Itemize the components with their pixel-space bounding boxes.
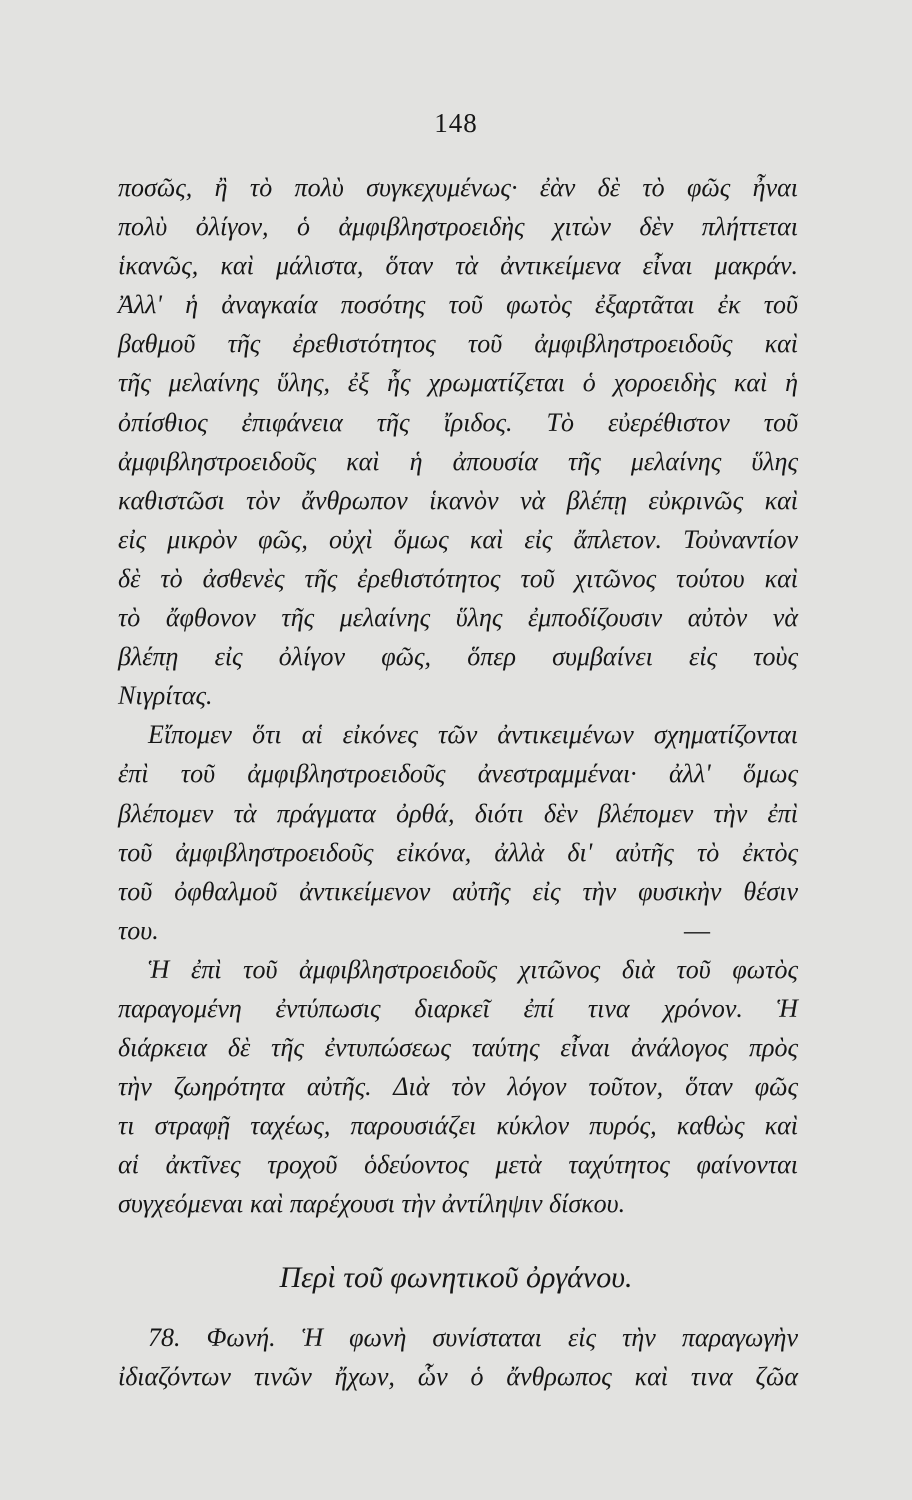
text-line: του. xyxy=(118,915,159,945)
dash-mark: — xyxy=(684,915,710,945)
section-text xyxy=(118,1318,798,1396)
text-line: Ἀλλ' ἡ ἀναγκαία ποσότης τοῦ φωτὸς ἐξαρτᾶται ἐκ τοῦ xyxy=(118,290,798,320)
text-line: διάρκεια δὲ τῆς ἐντυπώσεως ταύτης εἶναι ἀνάλογος πρὸς xyxy=(118,1033,798,1063)
text-line: τοῦ ὀφθαλμοῦ ἀντικείμενον αὐτῆς εἰς τὴν φυσικὴν θέσιν xyxy=(118,876,798,906)
text-line: 78. Φωνή. Ἡ φωνὴ συνίσταται εἰς τὴν παραγωγὴν xyxy=(148,1323,798,1352)
text-line: ἰδιαζόντων τινῶν ἤχων, ὧν ὁ ἄνθρωπος καὶ τινα ζῶα xyxy=(118,1362,798,1392)
text-line: παραγομένη ἐντύπωσις διαρκεῖ ἐπί τινα χρόνον. Ἡ xyxy=(118,993,798,1023)
text-line: τῆς μελαίνης ὕλης, ἐξ ἧς χρωματίζεται ὁ χοροειδὴς καὶ ἡ xyxy=(118,368,798,398)
page-number: 148 xyxy=(434,108,478,138)
text-line: βλέπομεν τὰ πράγματα ὀρθά, διότι δὲν βλέπομεν τὴν ἐπὶ xyxy=(118,798,798,828)
text-line: Ἡ ἐπὶ τοῦ ἀμφιβληστροειδοῦς χιτῶνος διὰ τοῦ φωτὸς xyxy=(148,954,798,984)
text-line: τοῦ ἀμφιβληστροειδοῦς εἰκόνα, ἀλλὰ δι' αὐτῆς τὸ ἐκτὸς xyxy=(118,837,798,867)
text-line: ἐπὶ τοῦ ἀμφιβληστροειδοῦς ἀνεστραμμέναι· ἀλλ' ὅμως xyxy=(118,759,798,789)
main-text xyxy=(118,168,798,1224)
text-line-with-dash xyxy=(118,911,798,950)
text-line: αἱ ἀκτῖνες τροχοῦ ὁδεύοντος μετὰ ταχύτητος φαίνονται xyxy=(118,1150,798,1180)
text-line: ἀμφιβληστροειδοῦς καὶ ἡ ἀπουσία τῆς μελαίνης ὕλης xyxy=(118,446,798,476)
text-line: ὀπίσθιος ἐπιφάνεια τῆς ἴριδος. Τὸ εὐερέθιστον τοῦ xyxy=(118,407,798,437)
text-line: συγχεόμεναι καὶ παρέχουσι τὴν ἀντίληψιν δίσκου. xyxy=(118,1189,626,1219)
section-heading: Περὶ τοῦ φωνητικοῦ ὀργάνου. xyxy=(279,1261,633,1294)
text-line: Νιγρίτας. xyxy=(118,681,213,711)
text-line: πολὺ ὀλίγον, ὁ ἀμφιβληστροειδὴς χιτὼν δὲν πλήττεται xyxy=(118,212,798,242)
text-line: Εἴπομεν ὅτι αἱ εἰκόνες τῶν ἀντικειμένων σχηματίζονται xyxy=(148,720,798,750)
text-line: ἱκανῶς, καὶ μάλιστα, ὅταν τὰ ἀντικείμενα εἶναι μακράν. xyxy=(118,251,798,281)
text-line: βαθμοῦ τῆς ἐρεθιστότητος τοῦ ἀμφιβληστροειδοῦς καὶ xyxy=(118,329,798,359)
text-line: τὴν ζωηρότητα αὐτῆς. Διὰ τὸν λόγον τοῦτον, ὅταν φῶς xyxy=(118,1072,798,1102)
text-line: δὲ τὸ ἀσθενὲς τῆς ἐρεθιστότητος τοῦ χιτῶνος τούτου καὶ xyxy=(118,563,798,593)
text-line: βλέπῃ εἰς ὀλίγον φῶς, ὅπερ συμβαίνει εἰς τοὺς xyxy=(118,642,798,672)
text-line: τι στραφῇ ταχέως, παρουσιάζει κύκλον πυρός, καθὼς καὶ xyxy=(118,1111,798,1141)
text-line: ποσῶς, ἢ τὸ πολὺ συγκεχυμένως· ἐὰν δὲ τὸ φῶς ἦναι xyxy=(118,173,798,202)
text-line: εἰς μικρὸν φῶς, οὐχὶ ὅμως καὶ εἰς ἄπλετον. Τοὐναντίον xyxy=(118,524,798,554)
text-line: καθιστῶσι τὸν ἄνθρωπον ἱκανὸν νὰ βλέπῃ εὐκρινῶς καὶ xyxy=(118,485,798,515)
text-line: τὸ ἄφθονον τῆς μελαίνης ὕλης ἐμποδίζουσιν αὐτὸν νὰ xyxy=(118,603,798,633)
